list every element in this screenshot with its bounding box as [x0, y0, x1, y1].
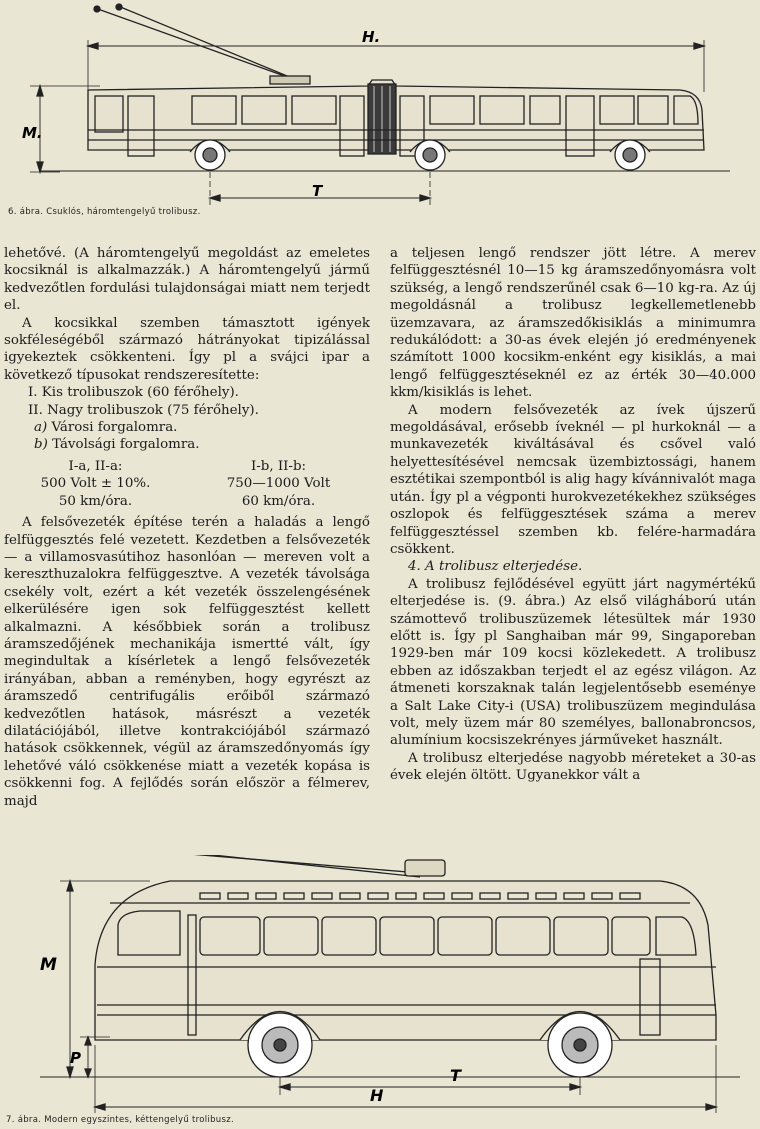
dim-h-label: H: [370, 1086, 384, 1105]
paragraph: A trolibusz elterjedése nagyobb méreteket a 30-as évek elején öltött. Ugyanekkor vált a: [390, 750, 756, 784]
section-heading: 4. A trolibusz elterjedése.: [408, 559, 583, 575]
paragraph: A felsővezeték építése terén a haladás a lengő felfüggesztés felé vezetett. Kezdetben a felsővezeték — a villamosvasútihoz hasonlóan — mereven volt a kereszthuzalokra felfüggesztve. A vezeték távolsága csekély volt, ezért a két vezeték összelengésének elkerülésére igen sok felfüggesztést kellett alkalmazni. A későbbiek során a trolibusz áramszedőjének mechanikája ismertté vált, így megindultak a kísérletek a lengő felsővezeték irányában, abban a reményben, hogy egyrészt az áramszedő centrifugális erőiből származó kedvezőtlen hatások, másrészt a vezeték dilatációjából, illetve kontrakciójából származó hatások csökkennek, végül az áramszedőnyomás így lehetővé váló csökkenése miatt a vezeték kopása is csökkenni fog. A fejlődés során először a félmerev, majd: [4, 515, 370, 809]
figure-7: [0, 855, 760, 1115]
spec-speed: 60 km/óra.: [241, 493, 316, 509]
paragraph: A trolibusz fejlődésével együtt járt nagymértékű elterjedése is. (9. ábra.) Az első világháború után számottevő trolibuszüzemek létesültek már 1930 előtt is. Így pl Sanghaiban már 99, Singaporeban 1929-ben már 109 kocsi közlekedett. A trolibusz ebben az időszakban terjedt el az egész világon. Az átmeneti korszaknak talán legjelentősebb eseménye a Salt Lake City-i (USA) trolibuszüzem megindulása volt, mely üzem már 80 személyes, ballonabroncsos, alumínium kocsiszekrényes járműveket használt.: [390, 576, 756, 749]
spec-volt: 500 Volt ± 10%.: [40, 476, 151, 492]
dim-t-label: T: [312, 182, 323, 200]
type-list: [4, 384, 370, 454]
paragraph: lehetővé. (A háromtengelyű megoldást az emeletes kocsiknál is alkalmazzák.) A háromtengelyű jármű kedvezőtlen fordulási tulajdonságai miatt nem terjedt el.: [4, 246, 370, 314]
voltage-speed-specs: [4, 458, 370, 510]
list-item: a) Városi forgalomra.: [34, 420, 178, 436]
list-item: I. Kis trolibuszok (60 férőhely).: [28, 385, 239, 401]
left-text-column: [4, 245, 370, 810]
list-item: II. Nagy trolibuszok (75 férőhely).: [28, 402, 259, 418]
spec-speed: 50 km/óra.: [58, 493, 133, 509]
articulated-trolleybus-drawing: [0, 0, 760, 215]
two-axle-trolleybus-drawing: [0, 855, 760, 1115]
paragraph: A kocsikkal szemben támasztott igények sokféleségéből származó hátrányokat tipizálással igyekeztek csökkenteni. Így pl a svájci ipar a következő típusokat rendszeresítette:: [4, 315, 370, 383]
figure-6: [0, 0, 760, 215]
paragraph: a teljesen lengő rendszer jött létre. A merev felfüggesztésnél 10—15 kg áramszedőnyomásra volt szükség, a lengő rendszerűnél csak 6—10 kg-ra. Az új megoldásnál a trolibusz legkellemetlenebb üzemzavara, az áramszedőkisiklás a minimumra redukálódott: a 30-as évek elején jó eredményenek számított 1000 kocsikm-enként egy kisiklás, a mai lengő felfüggesztéseknél ez az érték 30—40.000 kkm/kisiklás is lehet.: [390, 246, 756, 401]
paragraph: A modern felsővezeték az ívek újszerű megoldásával, erősebb íveknél — pl hurkoknál — a munkavezeték kiváltásával és csővel való helyettesítésével nemcsak üzembiztossági, hanem esztétikai szempontból is alig hagy kívánnivalót maga után. Így pl a végponti hurokvezetékekhez szükséges oszlopok és felfüggesztések száma a merev felfüggesztéssel szemben kb. felére-harmadára csökkent.: [390, 402, 756, 557]
dim-m-label: M: [40, 955, 57, 975]
figure-7-caption: 7. ábra. Modern egyszintes, kéttengelyű trolibusz.: [6, 1115, 234, 1125]
right-text-column: [390, 245, 756, 785]
list-item: b) Távolsági forgalomra.: [34, 437, 200, 453]
spec-head: I-b, II-b:: [250, 458, 307, 474]
dim-p-label: P: [70, 1049, 81, 1067]
figure-6-caption: 6. ábra. Csuklós, háromtengelyű trolibusz.: [8, 207, 201, 217]
dim-h-label: H.: [362, 28, 381, 46]
dim-m-label: M.: [22, 124, 43, 142]
spec-volt: 750—1000 Volt: [226, 476, 331, 492]
dim-t-label: T: [450, 1066, 461, 1085]
spec-head: I-a, II-a:: [68, 458, 123, 474]
